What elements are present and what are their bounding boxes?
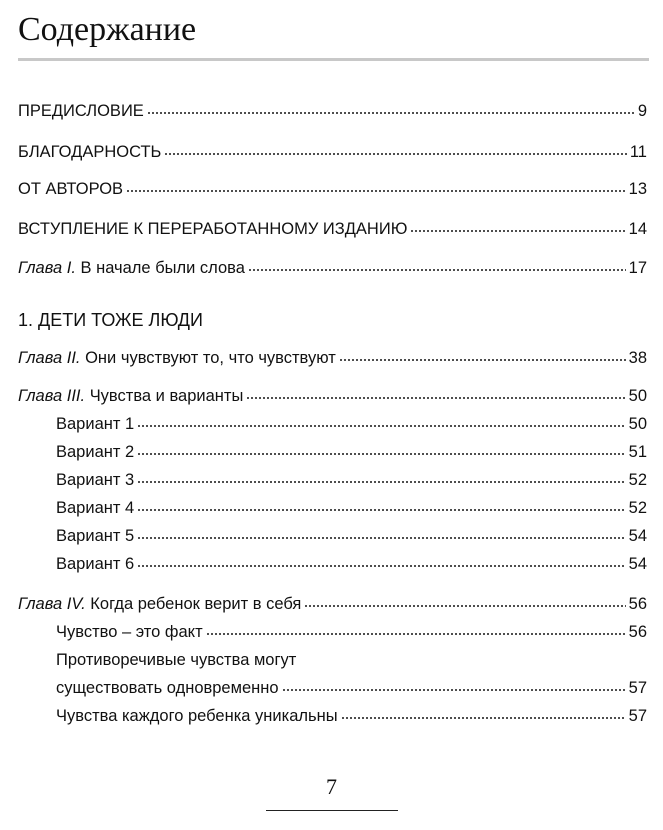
dot-leader bbox=[304, 604, 625, 608]
toc-entry-chapter-2[interactable] bbox=[18, 347, 647, 369]
toc-entry-label: Вариант 1 bbox=[56, 415, 135, 433]
dot-leader bbox=[206, 632, 626, 636]
toc-subentry[interactable] bbox=[56, 497, 647, 519]
dot-leader bbox=[341, 716, 626, 720]
dot-leader bbox=[339, 358, 626, 362]
dot-leader bbox=[248, 268, 626, 272]
toc-entry-label: В начале были слова bbox=[80, 259, 245, 277]
toc-page-number: 52 bbox=[628, 471, 647, 489]
toc-page-number: 13 bbox=[628, 180, 647, 198]
toc-subentry[interactable] bbox=[56, 553, 647, 575]
toc-entry-label: Вариант 5 bbox=[56, 527, 135, 545]
dot-leader bbox=[282, 688, 626, 692]
section-heading: 1. ДЕТИ ТОЖЕ ЛЮДИ bbox=[18, 310, 203, 330]
toc-entry-label: БЛАГОДАРНОСТЬ bbox=[18, 143, 162, 161]
toc-entry-chapter-1[interactable] bbox=[18, 257, 647, 279]
toc-subentry[interactable] bbox=[56, 705, 647, 727]
toc-subentry[interactable] bbox=[56, 469, 647, 491]
toc-subentry[interactable] bbox=[56, 525, 647, 547]
toc-entry-label: Вариант 6 bbox=[56, 555, 135, 573]
page-title: Содержание bbox=[18, 11, 197, 48]
toc-entry-label: Чувства каждого ребенка уникальны bbox=[56, 707, 338, 725]
dot-leader bbox=[246, 396, 625, 400]
chapter-prefix: Глава II. bbox=[18, 349, 81, 367]
dot-leader bbox=[137, 480, 625, 484]
toc-page-number: 51 bbox=[628, 443, 647, 461]
footer-rule bbox=[266, 810, 398, 811]
toc-entry-introduction[interactable] bbox=[18, 218, 647, 240]
toc-page-number: 57 bbox=[628, 707, 647, 725]
toc-page-number: 38 bbox=[628, 349, 647, 367]
toc-entry-preface[interactable] bbox=[18, 100, 647, 122]
dot-leader bbox=[126, 189, 626, 193]
dot-leader bbox=[137, 536, 625, 540]
toc-page-number: 9 bbox=[637, 102, 647, 120]
page-number: 7 bbox=[326, 774, 337, 799]
toc-subentry[interactable] bbox=[56, 677, 647, 699]
toc-subentry[interactable] bbox=[56, 621, 647, 643]
toc-entry-label: существовать одновременно bbox=[56, 679, 279, 697]
title-underline bbox=[18, 58, 649, 61]
toc-entry-label: Они чувствуют то, что чувствуют bbox=[85, 349, 336, 367]
toc-subentry[interactable] bbox=[56, 413, 647, 435]
toc-page-number: 56 bbox=[628, 595, 647, 613]
dot-leader bbox=[137, 452, 625, 456]
toc-page-number: 17 bbox=[628, 259, 647, 277]
dot-leader bbox=[164, 152, 627, 156]
toc-entry-from-authors[interactable] bbox=[18, 178, 647, 200]
chapter-prefix: Глава I. bbox=[18, 259, 76, 277]
dot-leader bbox=[147, 111, 635, 115]
toc-page-number: 56 bbox=[628, 623, 647, 641]
dot-leader bbox=[137, 564, 625, 568]
toc-entry-label: Вариант 2 bbox=[56, 443, 135, 461]
toc-page-number: 11 bbox=[629, 143, 647, 161]
toc-entry-label: Противоречивые чувства могут bbox=[56, 651, 297, 669]
toc-entry-label: Чувства и варианты bbox=[89, 387, 244, 405]
toc-subentry-line1[interactable] bbox=[56, 649, 647, 671]
toc-page-number: 52 bbox=[628, 499, 647, 517]
dot-leader bbox=[137, 508, 625, 512]
toc-entry-label: Вариант 3 bbox=[56, 471, 135, 489]
toc-entry-label: ОТ АВТОРОВ bbox=[18, 180, 124, 198]
toc-entry-label: Вариант 4 bbox=[56, 499, 135, 517]
toc-page-number: 50 bbox=[628, 415, 647, 433]
toc-entry-acknowledgements[interactable] bbox=[18, 141, 647, 163]
toc-page-number: 14 bbox=[628, 220, 647, 238]
dot-leader bbox=[410, 229, 625, 233]
chapter-prefix: Глава IV. bbox=[18, 595, 86, 613]
dot-leader bbox=[137, 424, 625, 428]
toc-entry-label: ПРЕДИСЛОВИЕ bbox=[18, 102, 144, 120]
toc-subentry[interactable] bbox=[56, 441, 647, 463]
chapter-prefix: Глава III. bbox=[18, 387, 86, 405]
toc-entry-label: Когда ребенок верит в себя bbox=[90, 595, 302, 613]
toc-page-number: 54 bbox=[628, 555, 647, 573]
toc-entry-chapter-4[interactable] bbox=[18, 593, 647, 615]
toc-page-number: 50 bbox=[628, 387, 647, 405]
toc-entry-label: ВСТУПЛЕНИЕ К ПЕРЕРАБОТАННОМУ ИЗДАНИЮ bbox=[18, 220, 408, 238]
toc-page-number: 57 bbox=[628, 679, 647, 697]
toc-page-number: 54 bbox=[628, 527, 647, 545]
toc-entry-chapter-3[interactable] bbox=[18, 385, 647, 407]
toc-entry-label: Чувство – это факт bbox=[56, 623, 203, 641]
